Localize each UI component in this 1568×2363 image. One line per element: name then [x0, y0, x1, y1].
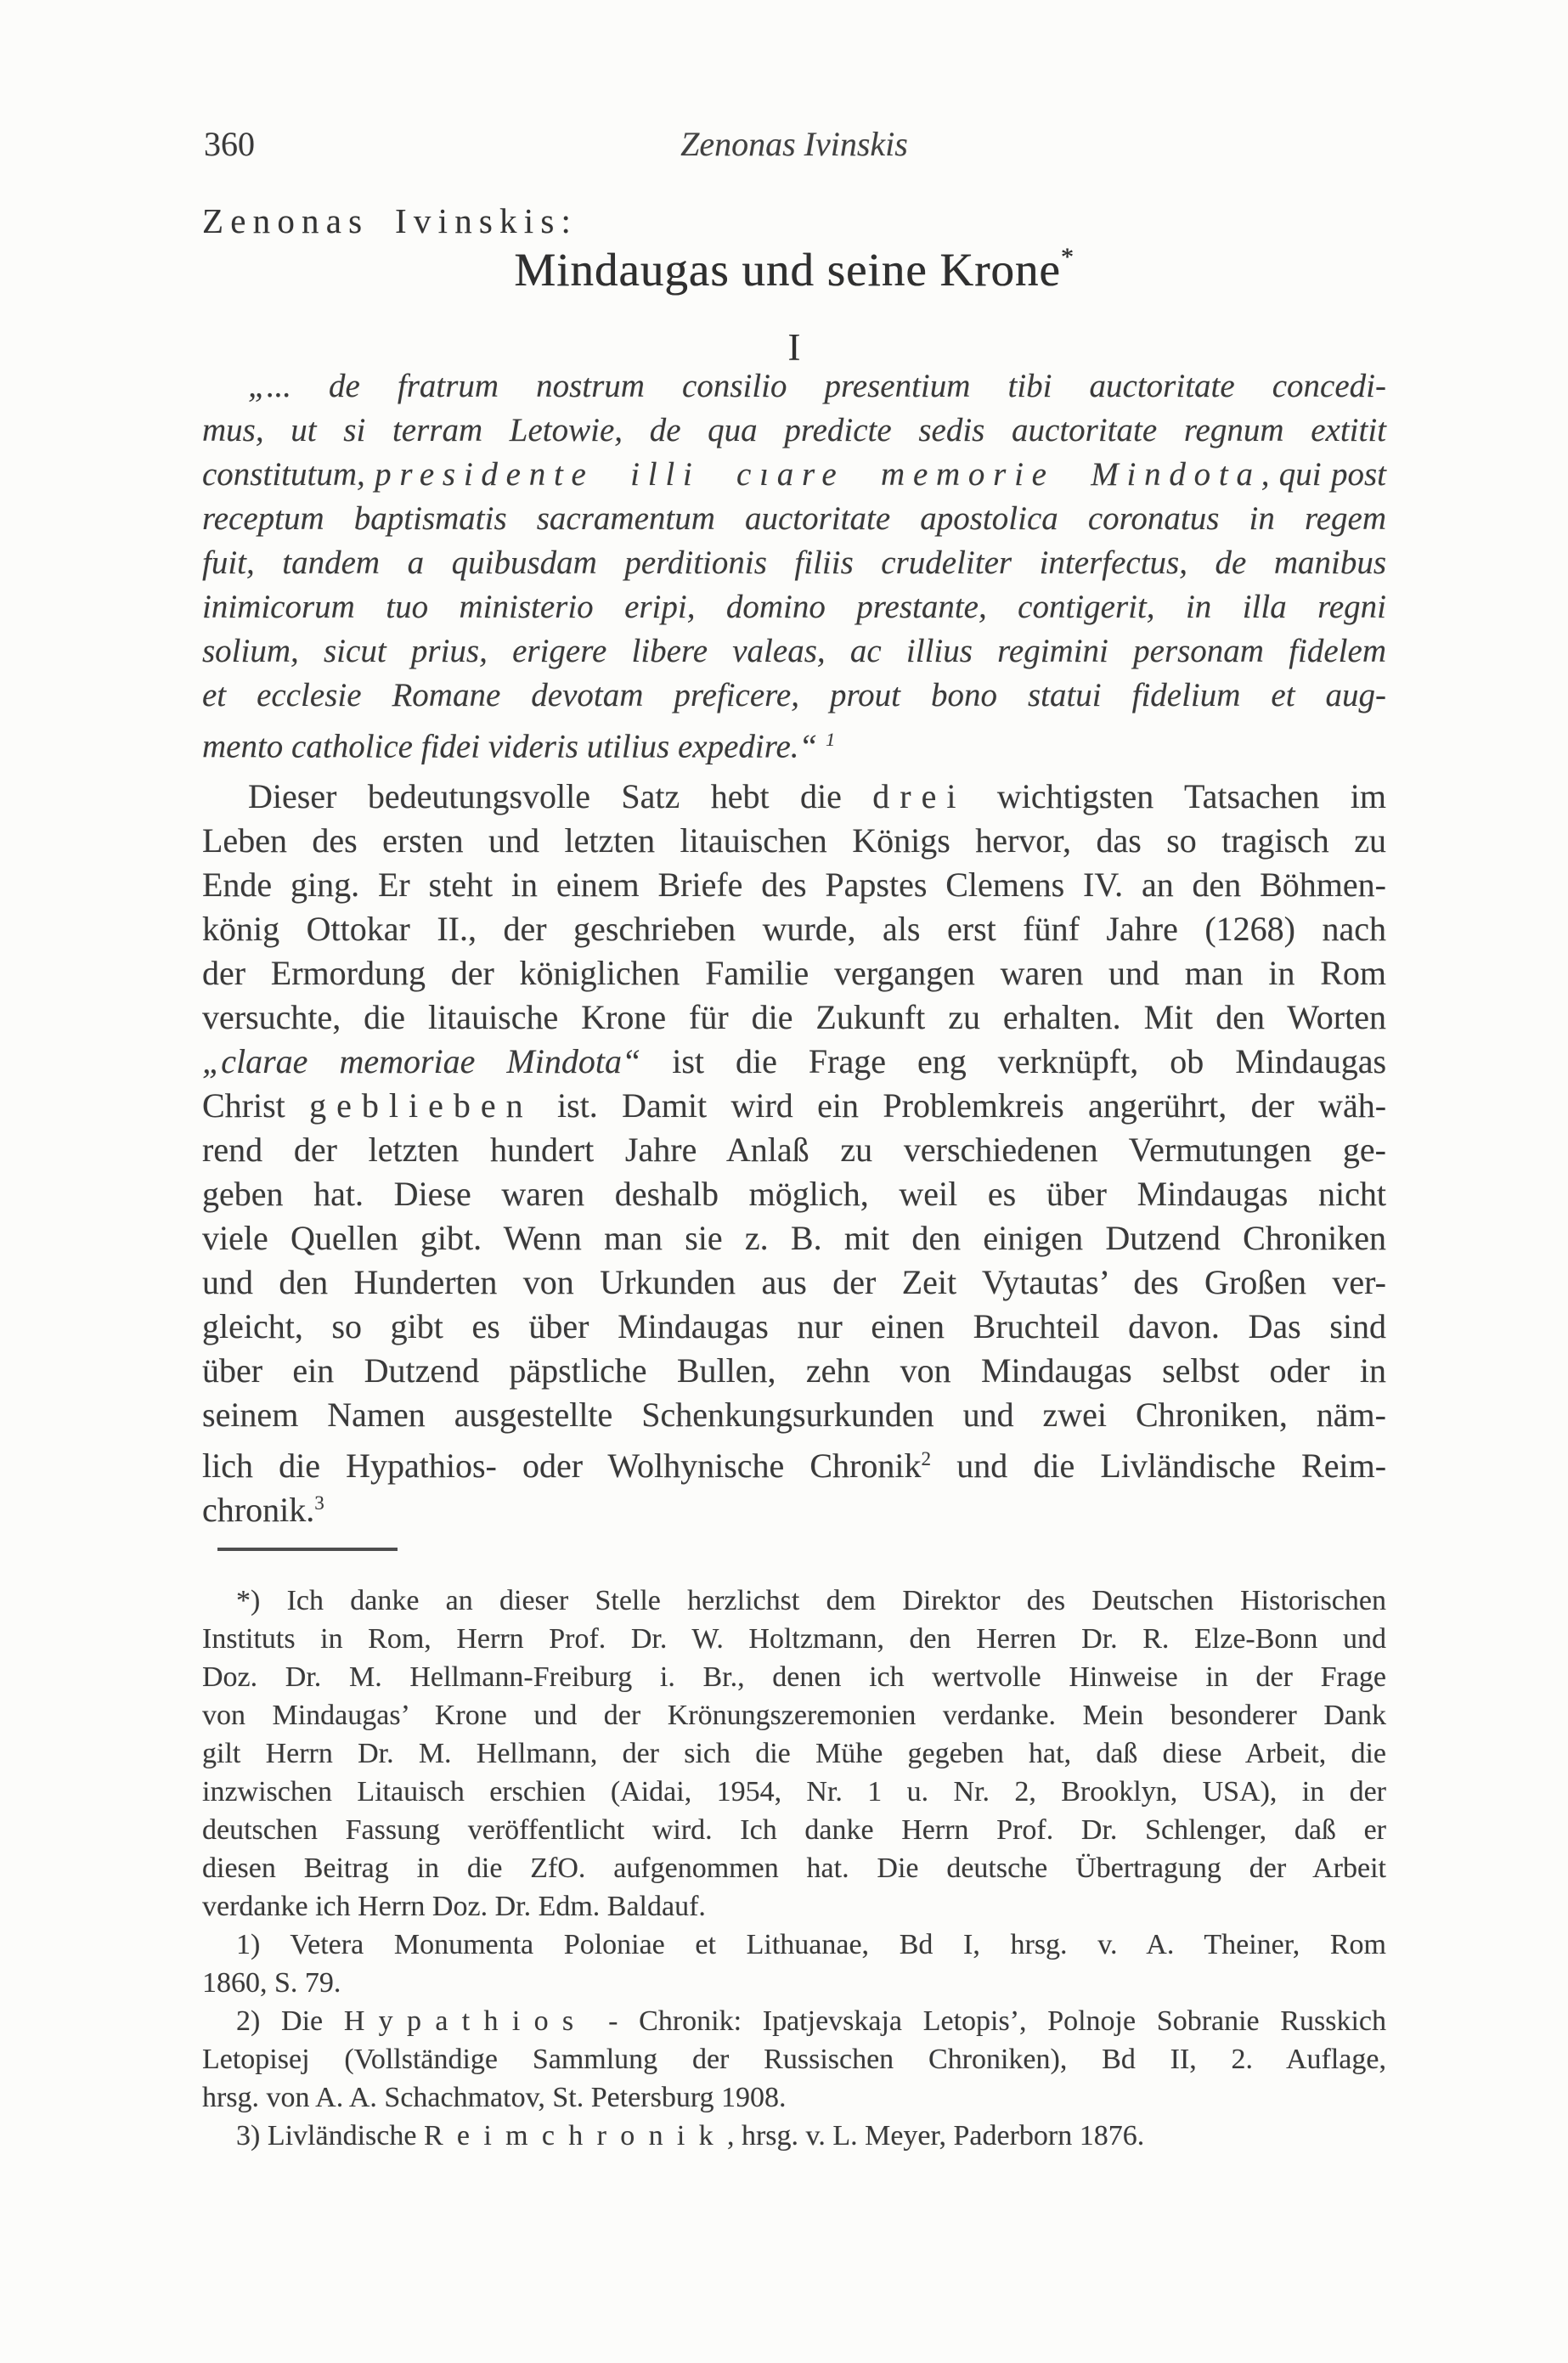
body-line: Ende ging. Er steht in einem Briefe des Papstes Clemens IV. an den Böhmen- — [202, 866, 1386, 904]
body-line-text: ist. Damit wird ein Problemkreis angerührt, der wäh- — [557, 1086, 1387, 1125]
body-line: viele Quellen gibt. Wenn man sie z. B. mit den einigen Dutzend Chroniken — [202, 1219, 1386, 1257]
body-line-text: wichtigsten Tatsachen im — [996, 777, 1386, 815]
footnote-line: inzwischen Litauisch erschien (Aidai, 1954, Nr. 1 u. Nr. 2, Brooklyn, USA), in der — [202, 1776, 1386, 1807]
quote-line: solium, sicut prius, erigere libere valeas, ac illius regimini personam fidelem — [202, 633, 1386, 669]
footnote-line: hrsg. von A. A. Schachmatov, St. Petersburg 1908. — [202, 2082, 787, 2113]
footnote-line-text: 3) Livländische — [236, 2120, 417, 2152]
quote-line: mus, ut si terram Letowie, de qua predicte sedis auctoritate regnum extitit — [202, 412, 1386, 448]
footnote-line: gilt Herrn Dr. M. Hellmann, der sich die Mühe gegeben hat, daß diese Arbeit, die — [202, 1738, 1386, 1769]
body-line — [202, 1437, 1387, 1485]
footnote-line: 1) Vetera Monumenta Poloniae et Lithuanae, Bd I, hrsg. v. A. Theiner, Rom — [236, 1929, 1386, 1960]
body-line-text: Christ — [202, 1086, 285, 1125]
section-number: I — [787, 326, 801, 369]
footnote-separator — [217, 1548, 398, 1551]
footnote-line: von Mindaugas’ Krone und der Krönungszeremonien verdanke. Mein besonderer Dank — [202, 1700, 1386, 1731]
latin-quote — [202, 364, 1386, 765]
footnote-line: Letopisej (Vollständige Sammlung der Russischen Chroniken), Bd II, 2. Auflage, — [202, 2044, 1386, 2075]
footnote-line: diesen Beitrag in die ZfO. aufgenommen hat. Die deutsche Übertragung der Arbeit — [202, 1853, 1386, 1884]
footnote-line: Instituts in Rom, Herrn Prof. Dr. W. Holtzmann, den Herren Dr. R. Elze-Bonn und — [202, 1623, 1386, 1655]
body-line: gleicht, so gibt es über Mindaugas nur einen Bruchteil davon. Das sind — [202, 1307, 1386, 1345]
body-line-text: ist die Frage eng verknüpft, ob Mindaugas — [672, 1042, 1387, 1080]
body-line: könig Ottokar II., der geschrieben wurde, als erst fünf Jahre (1268) nach — [202, 910, 1386, 948]
footnote-line: deutschen Fassung veröffentlicht wird. Ich danke Herrn Prof. Dr. Schlenger, daß er — [202, 1814, 1386, 1846]
body-line: rend der letzten hundert Jahre Anlaß zu verschiedenen Vermutungen ge- — [202, 1131, 1386, 1169]
footnote-ref-1: 1 — [825, 729, 836, 750]
footnote-line-text: , hrsg. v. L. Meyer, Paderborn 1876. — [726, 2120, 1145, 2152]
letterspaced-word: Reimchronik — [423, 2120, 727, 2152]
footnote-ref-2: 2 — [921, 1448, 932, 1470]
body-line: versuchte, die litauische Krone für die Zukunft zu erhalten. Mit den Worten — [202, 998, 1386, 1036]
footnote-line: 1860, S. 79. — [202, 1967, 341, 1999]
italic-phrase: „clarae memoriae Mindota“ — [202, 1042, 641, 1080]
letterspaced-phrase: presidente illi cıare memorie Mindota — [375, 456, 1261, 493]
footnote-line: Doz. Dr. M. Hellmann-Freiburg i. Br., denen ich wertvolle Hinweise in der Frage — [202, 1661, 1386, 1693]
page-header — [202, 124, 1386, 168]
body-line-text: lich die Hypathios- oder Wolhynische Chronik — [202, 1446, 922, 1485]
letterspaced-word: drei — [872, 777, 967, 815]
body-line — [202, 775, 1386, 819]
quote-line: receptum baptismatis sacramentum auctoritate apostolica coronatus in regem — [202, 500, 1386, 537]
body-line: über ein Dutzend päpstliche Bullen, zehn von Mindaugas selbst oder in — [202, 1351, 1386, 1390]
footnote-line: verdanke ich Herrn Doz. Dr. Edm. Baldauf. — [202, 1891, 706, 1922]
footnotes-block — [202, 1582, 1386, 2155]
title-footnote-mark: * — [1060, 243, 1074, 271]
footnote-line — [202, 2117, 1386, 2155]
body-line: und den Hunderten von Urkunden aus der Zeit Vytautas’ des Großen ver- — [202, 1263, 1386, 1301]
article-title — [202, 243, 1386, 296]
quote-line: inimicorum tuo ministerio eripi, domino prestante, contigerit, in illa regni — [202, 589, 1386, 625]
quote-line-text: mento catholice fidei videris utilius expedire.“ — [202, 728, 818, 765]
footnote-line — [202, 2002, 1386, 2040]
body-line-text: chronik. — [202, 1490, 315, 1529]
footnote-line: *) Ich danke an dieser Stelle herzlichst dem Direktor des Deutschen Historischen — [236, 1585, 1386, 1616]
main-paragraph — [202, 775, 1387, 1529]
quote-line: et ecclesie Romane devotam preficere, prout bono statui fidelium et aug- — [202, 677, 1386, 713]
footnote-ref-3: 3 — [314, 1492, 324, 1514]
body-line — [202, 1040, 1386, 1084]
letterspaced-word: geblieben — [309, 1086, 533, 1125]
quote-line: „... de fratrum nostrum consilio presentium tibi auctoritate concedi- — [248, 368, 1386, 404]
letterspaced-word: Hypathios — [343, 2005, 588, 2037]
quote-line — [202, 718, 1386, 765]
quote-line-text: constitutum, — [202, 456, 365, 493]
quote-line-text: , qui post — [1261, 456, 1386, 493]
body-line — [202, 1481, 1386, 1529]
body-line-text: und die Livländische Reim- — [956, 1446, 1387, 1485]
body-line: der Ermordung der königlichen Familie vergangen waren und man in Rom — [202, 954, 1386, 992]
body-line-text: Dieser bedeutungsvolle Satz hebt die — [248, 777, 842, 815]
quote-line: fuit, tandem a quibusdam perditionis filiis crudeliter interfectus, de manibus — [202, 544, 1386, 581]
footnote-line-text: 2) Die — [236, 2005, 324, 2037]
footnote-line-text: - Chronik: Ipatjevskaja Letopis’, Polnoje Sobranie Russkich — [608, 2005, 1387, 2037]
body-line: seinem Namen ausgestellte Schenkungsurkunden und zwei Chroniken, näm- — [202, 1396, 1386, 1434]
page-number: 360 — [204, 125, 255, 163]
running-head: Zenonas Ivinskis — [680, 125, 908, 163]
body-line: geben hat. Diese waren deshalb möglich, weil es über Mindaugas nicht — [202, 1175, 1386, 1213]
quote-line — [202, 453, 1386, 497]
body-line — [202, 1084, 1386, 1128]
title-text: Mindaugas und seine Krone — [514, 244, 1061, 296]
body-line: Leben des ersten und letzten litauischen Königs hervor, das so tragisch zu — [202, 821, 1386, 860]
author-line: Zenonas Ivinskis: — [202, 201, 578, 240]
